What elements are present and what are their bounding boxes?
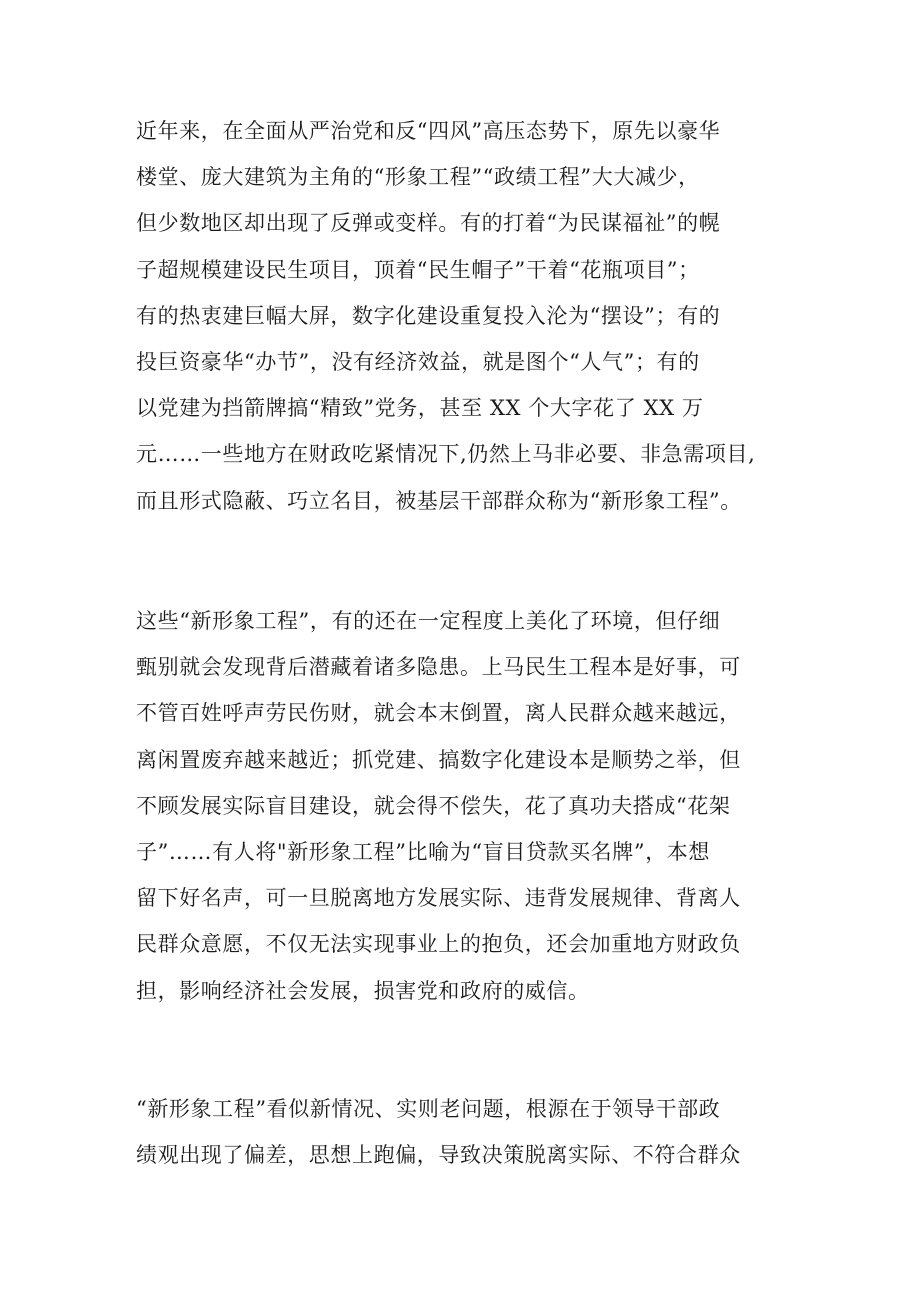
text-line: 近年来，在全面从严治党和反“四风”高压态势下，原先以豪华: [136, 119, 721, 143]
text-line: 这些“新形象工程”，有的还在一定程度上美化了环境，但仔细: [136, 609, 721, 633]
text-line: 子超规模建设民生项目，顶着“民生帽子”干着“花瓶项目”；: [136, 257, 700, 282]
text-line: 有的热衷建巨幅大屏，数字化建设重复投入沦为“摆设”；有的: [136, 303, 721, 328]
text-line: 楼堂、庞大建筑为主角的“形象工程”“政绩工程”大大减少，: [136, 165, 700, 190]
text-line: 以党建为挡箭牌搞“精致”党务，甚至 XX 个大字花了 XX 万: [136, 396, 704, 421]
text-line: 离闲置废弃越来越近；抓党建、搞数字化建设本是顺势之举，但: [136, 747, 741, 772]
text-line: 但少数地区却出现了反弹或变样。有的打着“为民谋福祉”的幌: [136, 211, 721, 236]
paragraph-3: [136, 1086, 796, 1178]
text-line: 元……一些地方在财政吃紧情况下,仍然上马非必要、非急需项目,: [136, 442, 756, 467]
text-line: 投巨资豪华“办节”，没有经济效益，就是图个“人气”；有的: [136, 349, 700, 374]
text-line: 民群众意愿，不仅无法实现事业上的抱负，还会加重地方财政负: [136, 932, 741, 957]
text-line: 担，影响经济社会发展，损害党和政府的威信。: [136, 978, 590, 1003]
text-line: 不顾发展实际盲目建设，就会得不偿失，花了真功夫搭成“花架: [136, 793, 731, 818]
paragraph-2: [136, 598, 796, 1014]
text-line: 留下好名声，可一旦脱离地方发展实际、违背发展规律、背离人: [136, 886, 741, 911]
text-line: 甄别就会发现背后潜藏着诸多隐患。上马民生工程本是好事，可: [136, 655, 741, 680]
text-line: 不管百姓呼声劳民伤财，就会本末倒置，离人民群众越来越远，: [136, 701, 741, 726]
text-line: “新形象工程”看似新情况、实则老问题，根源在于领导干部政: [136, 1097, 721, 1121]
paragraph-1: [136, 108, 796, 524]
text-line: 绩观出现了偏差，思想上跑偏，导致决策脱离实际、不符合群众: [136, 1143, 741, 1168]
text-line: 子”……有人将"新形象工程”比喻为“盲目贷款买名牌”，本想: [136, 839, 711, 864]
text-line: 而且形式隐蔽、巧立名目，被基层干部群众称为“新形象工程”。: [136, 488, 742, 513]
